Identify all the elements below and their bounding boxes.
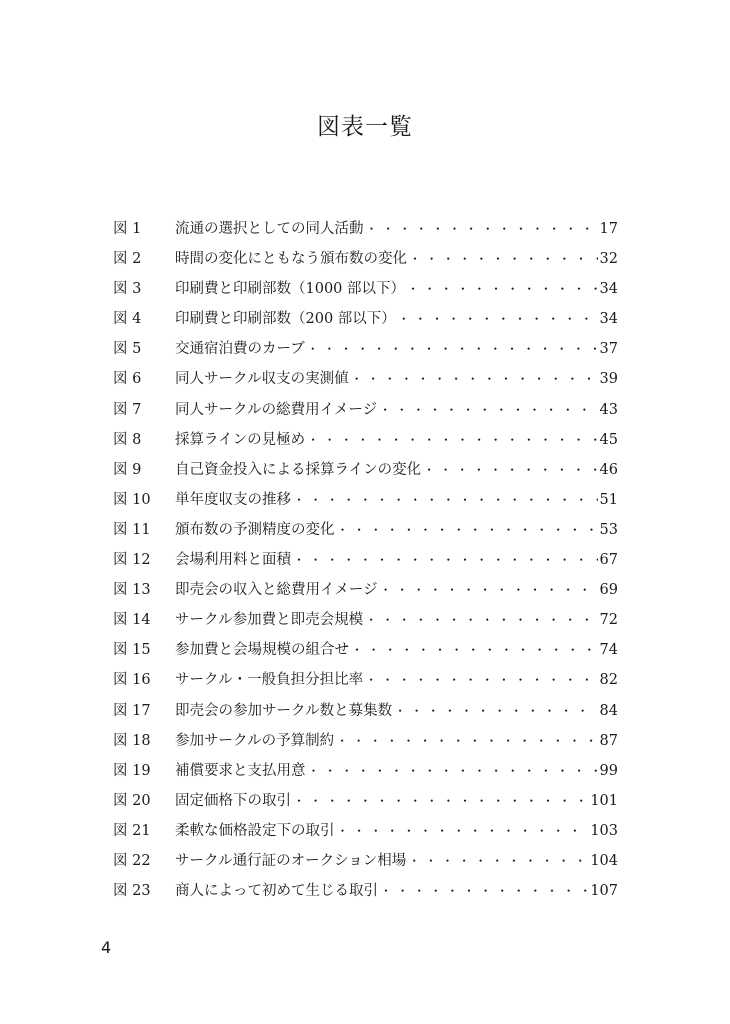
figure-title: 商人によって初めて生じる取引 [175, 883, 378, 900]
figure-title: 即売会の参加サークル数と募集数 [175, 702, 393, 719]
dot-leader [365, 611, 597, 628]
figure-title: 採算ラインの見極め [175, 431, 306, 448]
dot-leader [394, 702, 597, 719]
dot-leader [293, 792, 588, 809]
dot-leader [408, 852, 588, 869]
toc-row [113, 518, 618, 548]
dot-leader [337, 822, 589, 839]
toc-row [113, 367, 618, 397]
figure-number: 図 6 [113, 371, 142, 388]
toc-row [113, 307, 618, 337]
figure-title: 参加サークルの予算制約 [175, 732, 335, 749]
dot-leader [380, 882, 588, 899]
figure-number: 図 8 [113, 431, 142, 448]
dot-leader [307, 431, 597, 448]
dot-leader [351, 370, 598, 387]
dot-leader [398, 310, 598, 327]
figure-title: 即売会の収入と総費用イメージ [175, 582, 378, 599]
figure-page-number: 87 [599, 732, 618, 749]
figure-number: 図 23 [113, 883, 151, 900]
figure-page-number: 107 [590, 883, 618, 900]
figure-page-number: 46 [599, 461, 618, 478]
figure-number: 図 20 [113, 792, 151, 809]
dot-leader [407, 280, 598, 297]
figure-number: 図 16 [113, 672, 151, 689]
toc-row [113, 247, 618, 277]
figure-title: 会場利用料と面積 [175, 552, 291, 569]
figure-page-number: 82 [599, 672, 618, 689]
figure-title: 固定価格下の取引 [175, 792, 291, 809]
dot-leader [409, 250, 598, 267]
figure-page-number: 67 [599, 552, 618, 569]
toc-row [113, 759, 618, 789]
figure-page-number: 39 [599, 371, 618, 388]
toc-row [113, 879, 618, 909]
figure-page-number: 51 [599, 491, 618, 508]
figure-number: 図 17 [113, 702, 151, 719]
figure-title: サークル参加費と即売会規模 [175, 612, 364, 629]
dot-leader [365, 671, 597, 688]
figure-page-number: 17 [599, 221, 618, 237]
figure-page-number: 53 [599, 521, 618, 538]
dot-leader [337, 521, 598, 538]
toc-row [113, 668, 618, 698]
figure-number: 図 9 [113, 461, 142, 478]
figure-page-number: 104 [590, 852, 618, 869]
figure-number: 図 11 [113, 521, 151, 538]
figure-number: 図 13 [113, 582, 151, 599]
figure-page-number: 84 [599, 702, 618, 719]
figure-number: 図 21 [113, 822, 151, 839]
page-title: 図表一覧 [317, 114, 413, 140]
toc-row [113, 638, 618, 668]
toc-row [113, 337, 618, 367]
toc-row [113, 578, 618, 608]
figure-page-number: 74 [599, 642, 618, 659]
figure-number: 図 18 [113, 732, 151, 749]
figure-title: サークル・一般負担分担比率 [175, 672, 364, 689]
figure-title: 流通の選択としての同人活動 [175, 221, 364, 237]
figure-page-number: 101 [590, 792, 618, 809]
toc-row [113, 699, 618, 729]
figure-title: 単年度収支の推移 [175, 491, 291, 508]
figure-number: 図 1 [113, 221, 142, 237]
figure-title: サークル通行証のオークション相場 [175, 852, 407, 869]
toc-row [113, 458, 618, 488]
figure-title: 同人サークルの総費用イメージ [175, 401, 378, 418]
figure-page-number: 37 [599, 341, 618, 358]
figure-title: 柔軟な価格設定下の取引 [175, 822, 335, 839]
figure-number: 図 14 [113, 612, 151, 629]
figure-number: 図 7 [113, 401, 142, 418]
toc-row [113, 819, 618, 849]
figure-title: 参加費と会場規模の組合せ [175, 642, 349, 659]
figure-number: 図 22 [113, 852, 151, 869]
figure-title: 交通宿泊費のカーブ [175, 341, 305, 358]
figure-page-number: 103 [590, 822, 618, 839]
toc-row [113, 729, 618, 759]
figure-number: 図 2 [113, 251, 142, 268]
figure-page-number: 34 [599, 311, 618, 328]
figure-page-number: 69 [599, 582, 618, 599]
figure-page-number: 34 [599, 281, 618, 298]
toc-row [113, 608, 618, 638]
figure-title: 時間の変化にともなう頒布数の変化 [175, 251, 407, 268]
dot-leader [307, 340, 598, 357]
page-number: 4 [101, 938, 112, 957]
figure-number: 図 4 [113, 311, 142, 328]
figure-number: 図 10 [113, 491, 151, 508]
dot-leader [379, 401, 597, 418]
figure-title: 印刷費と印刷部数（200 部以下） [175, 311, 396, 328]
dot-leader [308, 762, 598, 779]
dot-leader [380, 581, 598, 598]
toc-row [113, 488, 618, 518]
figure-title: 頒布数の予測精度の変化 [175, 521, 335, 538]
dot-leader [423, 461, 597, 478]
figure-number: 図 5 [113, 341, 142, 358]
toc-row [113, 849, 618, 879]
figure-list [113, 217, 618, 909]
figure-page-number: 32 [599, 251, 618, 268]
figure-number: 図 3 [113, 281, 142, 298]
toc-row [113, 548, 618, 578]
figure-page-number: 72 [599, 612, 618, 629]
figure-title: 同人サークル収支の実測値 [175, 371, 349, 388]
toc-row [113, 217, 618, 247]
figure-title: 自己資金投入による採算ラインの変化 [175, 461, 422, 478]
figure-page-number: 43 [599, 401, 618, 418]
figure-title: 補償要求と支払用意 [175, 762, 306, 779]
toc-row [113, 398, 618, 428]
figure-page-number: 99 [599, 762, 618, 779]
toc-row [113, 789, 618, 819]
dot-leader [336, 732, 597, 749]
dot-leader [293, 551, 598, 568]
toc-row [113, 277, 618, 307]
dot-leader [293, 491, 598, 508]
figure-number: 図 15 [113, 642, 151, 659]
figure-page-number: 45 [599, 431, 618, 448]
toc-row [113, 428, 618, 458]
dot-leader [366, 220, 598, 237]
figure-number: 図 12 [113, 552, 151, 569]
dot-leader [351, 641, 598, 658]
figure-number: 図 19 [113, 762, 151, 779]
figure-title: 印刷費と印刷部数（1000 部以下） [175, 281, 406, 298]
